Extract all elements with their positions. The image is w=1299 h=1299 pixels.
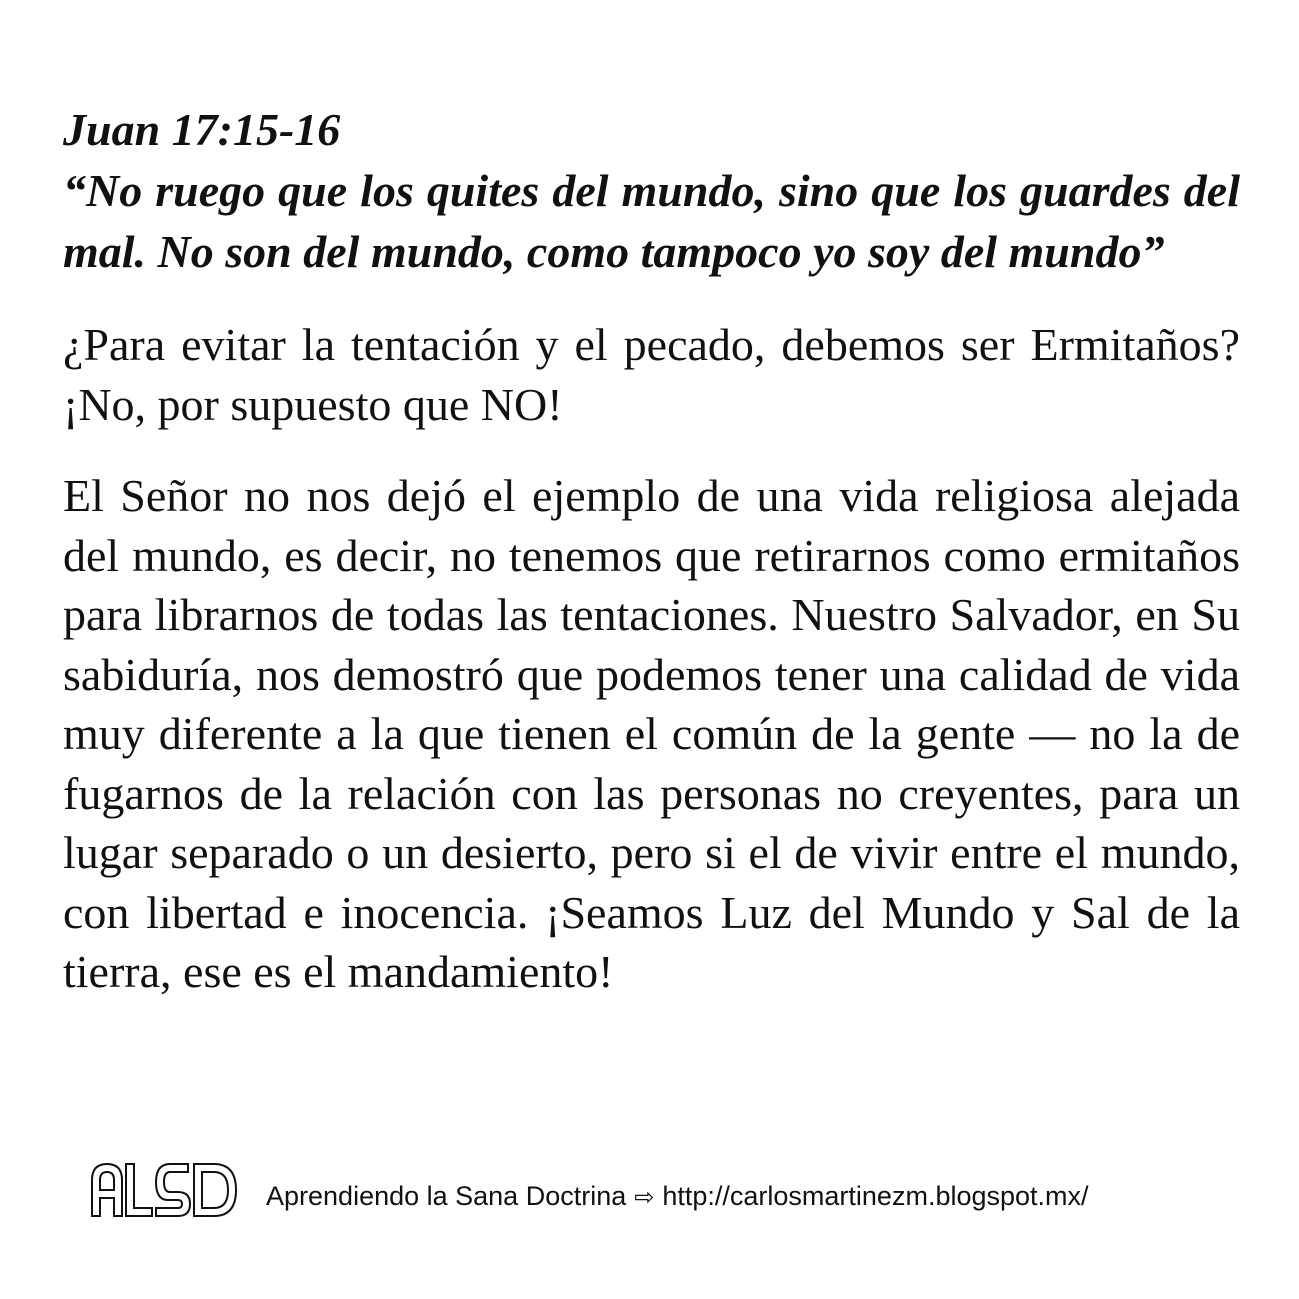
alsd-logo — [90, 1160, 238, 1218]
site-name: Aprendiendo la Sana Doctrina — [266, 1181, 627, 1211]
bible-reference: Juan 17:15-16 — [63, 104, 341, 155]
footer-text — [266, 1180, 1089, 1214]
right-arrow-outline-icon: ⇨ — [634, 1184, 655, 1211]
footer — [90, 1160, 1240, 1220]
site-url[interactable]: http://carlosmartinezm.blogspot.mx/ — [662, 1181, 1089, 1211]
bible-quote: “No ruego que los quites del mundo, sino que los guardes del mal. No son del mundo, como tampoco yo soy del mundo” — [63, 165, 1240, 277]
paragraph-explanation: El Señor no nos dejó el ejemplo de una vida religiosa alejada del mundo, es decir, no tenemos que retirarnos como ermitaños para librarnos de todas las tentaciones. Nuestro Salvador, en Su sabiduría, nos demostró que podemos tener una calidad de vida muy diferente a la que tienen el común de la gente — no la de fugarnos de la relación con las personas no creyentes, para un lugar separado o un desierto, pero si el de vivir entre el mundo, con libertad e inocencia. ¡Seamos Luz del Mundo y Sal de la tierra, ese es el mandamiento! — [63, 470, 1240, 997]
paragraph-question: ¿Para evitar la tentación y el pecado, debemos ser Ermitaños? ¡No, por supuesto que NO! — [63, 319, 1240, 430]
document-body — [63, 100, 1240, 1002]
